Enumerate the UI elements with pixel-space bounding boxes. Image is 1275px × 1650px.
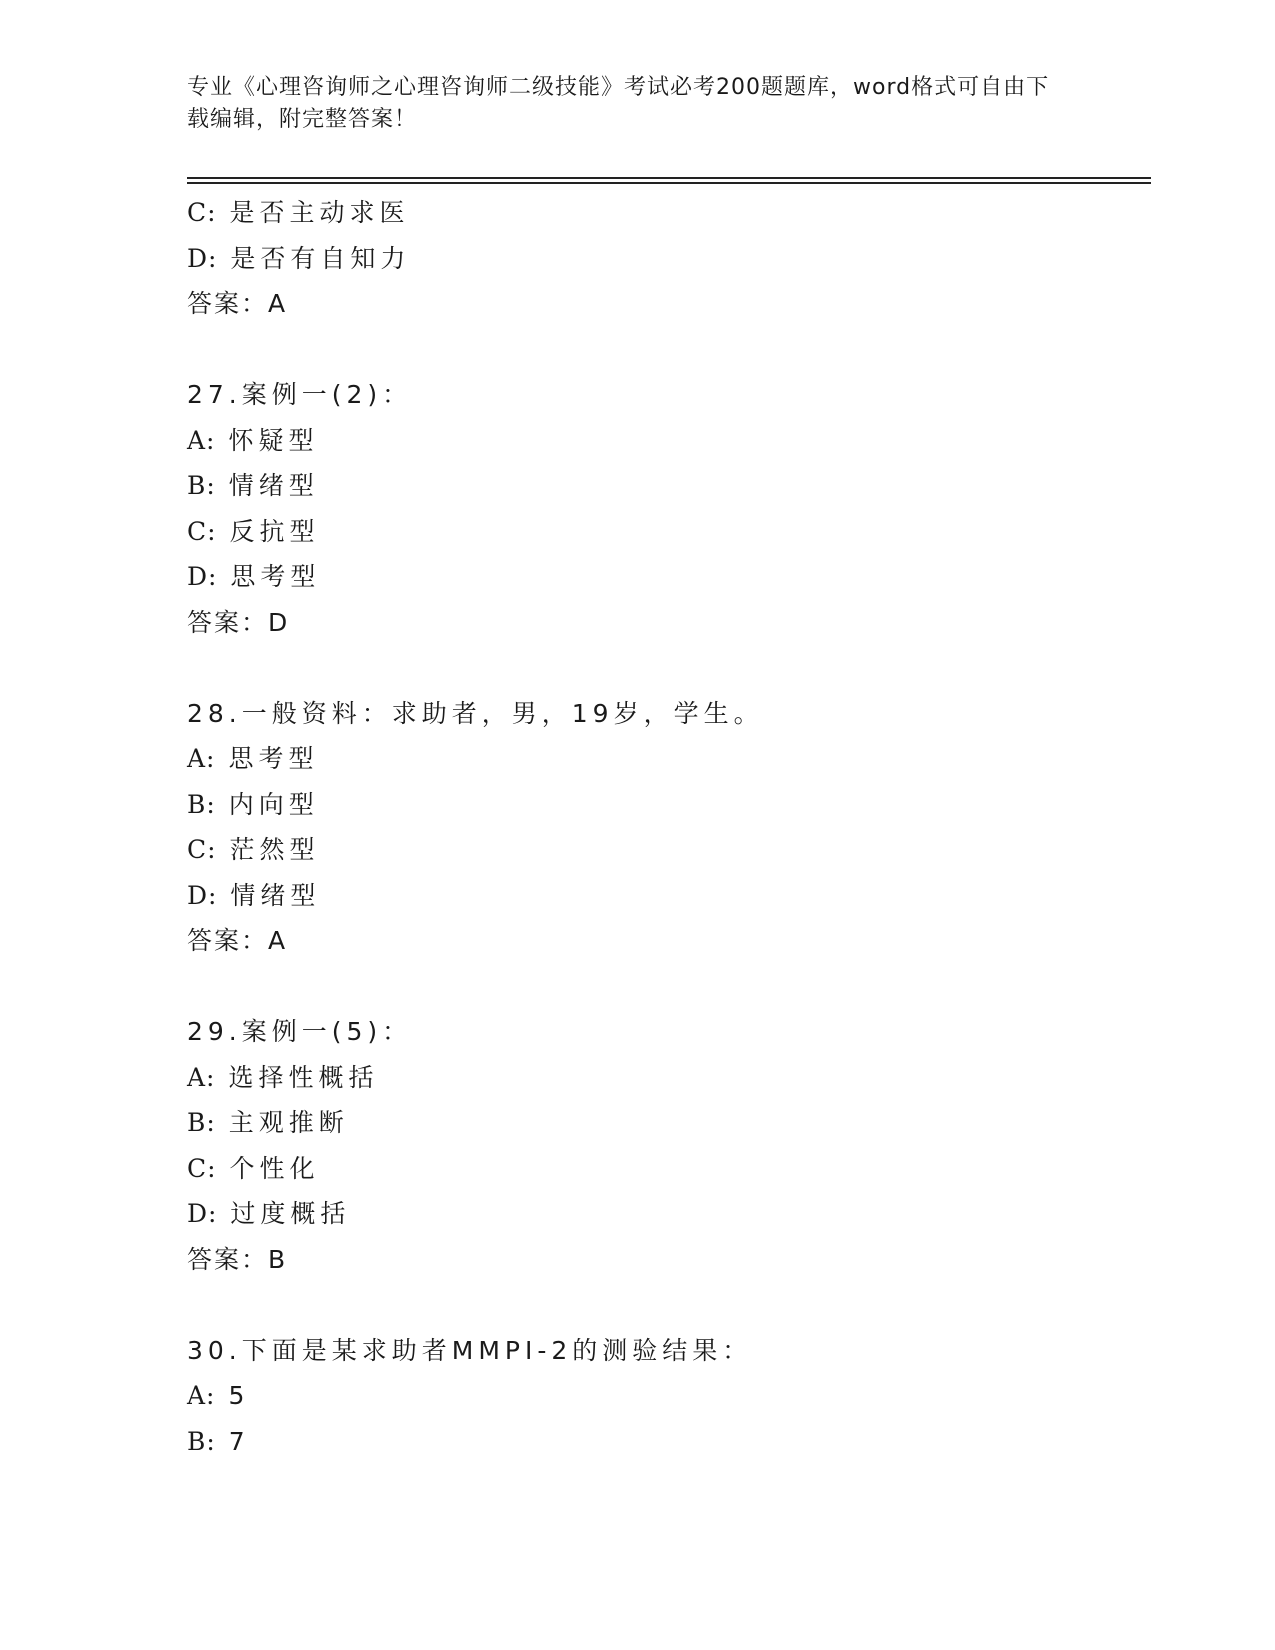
option-line: C: 茫然型: [187, 835, 320, 864]
option-line: A: 5: [187, 1381, 250, 1410]
answer-line: 答案：B: [187, 1244, 288, 1274]
option-line: D: 是否有自知力: [187, 243, 411, 273]
question-stem: 30.下面是某求助者MMPI-2的测验结果：: [187, 1335, 753, 1365]
option-line: B: 情绪型: [187, 471, 319, 500]
option-line: C: 个性化: [187, 1153, 320, 1183]
header-rule-top: [187, 177, 1151, 179]
answer-line: 答案：A: [187, 289, 288, 318]
answer-line: 答案：A: [187, 926, 288, 955]
question-stem: 27.案例一(2)：: [187, 380, 413, 409]
spacer: [187, 964, 1151, 1010]
question-stem: 29.案例一(5)：: [187, 1017, 413, 1046]
option-line: B: 主观推断: [187, 1108, 349, 1137]
option-line: A: 思考型: [187, 744, 319, 773]
option-line: C: 是否主动求医: [187, 198, 410, 227]
document-body: [187, 190, 1151, 1464]
spacer: [187, 327, 1151, 373]
option-line: B: 7: [187, 1426, 250, 1456]
option-line: B: 内向型: [187, 789, 319, 819]
option-line: C: 反抗型: [187, 516, 320, 546]
option-line: A: 怀疑型: [187, 425, 319, 455]
question-stem: 28.一般资料：求助者，男，19岁，学生。: [187, 698, 764, 728]
option-line: D: 过度概括: [187, 1199, 351, 1228]
document-header: 专业《心理咨询师之心理咨询师二级技能》考试必考200题题库，word格式可自由下载编辑，附完整答案！: [187, 75, 1050, 132]
answer-line: 答案：D: [187, 607, 290, 637]
spacer: [187, 645, 1151, 691]
spacer: [187, 1282, 1151, 1328]
option-line: A: 选择性概括: [187, 1062, 379, 1092]
option-line: D: 思考型: [187, 562, 321, 591]
header-rule-bottom: [187, 182, 1151, 184]
option-line: D: 情绪型: [187, 880, 321, 910]
